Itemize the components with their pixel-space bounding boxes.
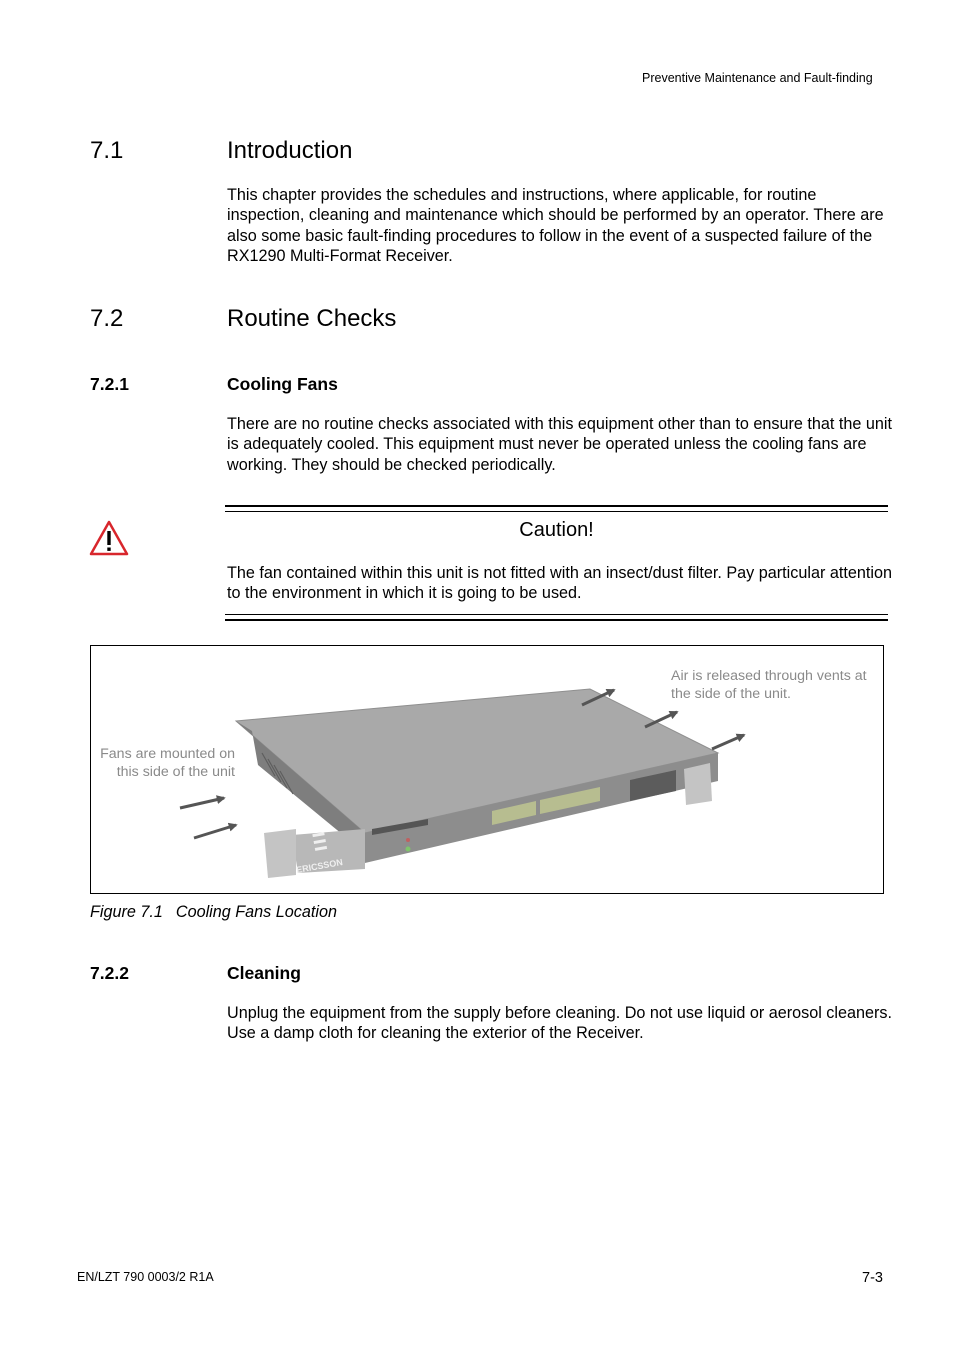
- intro-paragraph: This chapter provides the schedules and instructions, where applicable, for routine inspection, cleaning and maintenance which should be performed by an operator. There are also some basic fault-finding procedures to follow in the event of a suspected failure of the RX1290 Multi-Format Receiver.: [227, 186, 884, 265]
- caution-body: The fan contained within this unit is not fitted with an insect/dust filter. Pay particular attention to the environment in which it is going to be used.: [227, 564, 892, 603]
- cooling-fans-paragraph: There are no routine checks associated with this equipment other than to ensure that the unit is adequately cooled. This equipment must never be operated unless the cooling fans are working. They should be checked periodically.: [227, 415, 892, 474]
- subsection-title: Cooling Fans: [227, 374, 338, 394]
- caution-bottom-rule: [225, 619, 888, 621]
- section-number: 7.1: [90, 137, 124, 164]
- cleaning-paragraph: Unplug the equipment from the supply before cleaning. Do not use liquid or aerosol cleaners. Use a damp cloth for cleaning the exterior of the Receiver.: [227, 1004, 892, 1043]
- caution-title: Caution!: [519, 519, 594, 541]
- document-id: EN/LZT 790 0003/2 R1A: [77, 1270, 214, 1284]
- section-title: Introduction: [227, 137, 353, 164]
- figure-callout-fans: Fans are mounted on this side of the unit: [100, 746, 235, 780]
- warning-triangle-icon: [88, 519, 130, 557]
- device-brand: ERICSSON: [295, 857, 344, 876]
- figure-caption: [90, 903, 337, 922]
- figure-caption-number: Figure 7.1: [90, 903, 163, 921]
- figure-caption-title: Cooling Fans Location: [175, 903, 337, 921]
- caution-top-rule: [225, 505, 888, 507]
- subsection-number: 7.2.1: [90, 374, 129, 394]
- status-led-icon: [406, 847, 411, 852]
- section-title: Routine Checks: [227, 305, 397, 332]
- page-number: 7-3: [862, 1270, 883, 1286]
- subsection-title: Cleaning: [227, 963, 301, 983]
- running-header: Preventive Maintenance and Fault-finding: [642, 71, 873, 85]
- caution-bottom-rule-thin: [225, 614, 888, 615]
- figure-callout-vents: Air is released through vents at the side of the unit.: [671, 668, 867, 702]
- caution-top-rule-thin: [225, 511, 888, 512]
- section-number: 7.2: [90, 305, 124, 332]
- alarm-led-icon: [406, 838, 410, 842]
- receiver-unit-illustration: [230, 683, 730, 883]
- subsection-number: 7.2.2: [90, 963, 129, 983]
- rack-ear-left: [264, 829, 296, 878]
- rack-ear-right: [684, 763, 712, 805]
